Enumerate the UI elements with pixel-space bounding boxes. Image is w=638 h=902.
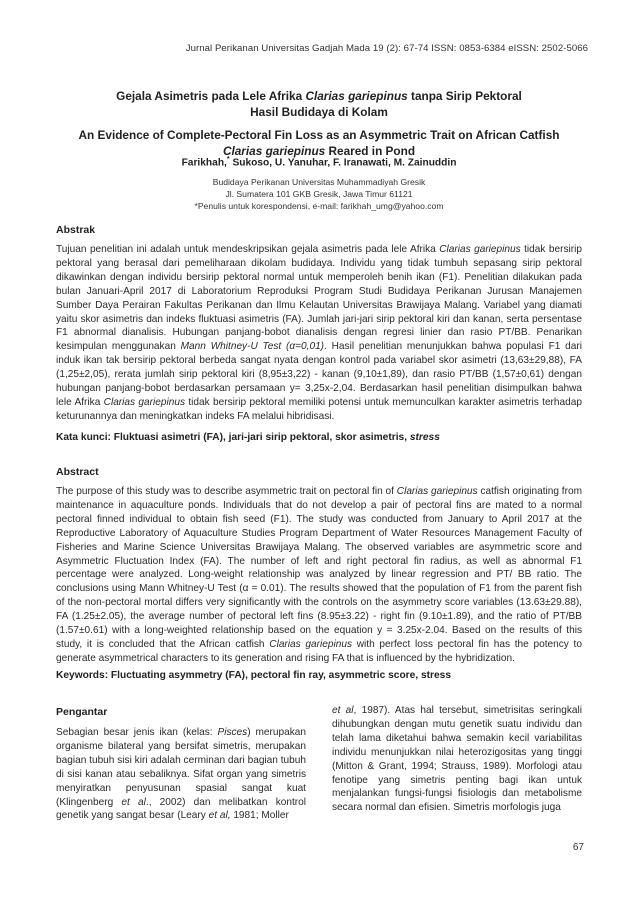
pengantar-l2: ) merupakan organisme bilateral yang bersifat simetris, merupakan bagian tubuh sisi kiri adalah cerminan dari bagian tubuh di sisi kanan atau sebaliknya. Sifat organ yang simetris menyiratkan penyusunan spasial sangat kuat (Klingenberg <box>56 727 306 808</box>
page-number: 67 <box>572 842 584 853</box>
pengantar-etal-2: et al, <box>208 810 231 822</box>
abstrak-text <box>56 243 582 424</box>
abstract-heading: Abstract <box>56 466 99 478</box>
title-id-species: Clarias gariepinus <box>305 89 408 103</box>
abstrak-test: Mann Whitney-U Test (α=0,01) <box>180 341 325 353</box>
abstrak-p4: tidak bersirip pektoral memiliki potensi untuk memunculkan karakter asimetris terhadap keturunannya dan meningkatkan indeks FA melalui hibridisasi. <box>56 396 582 422</box>
abstrak-p1: Tujuan penelitian ini adalah untuk mendeskripsikan gejala asimetris pada lele Afrika <box>56 244 440 255</box>
abstrak-p3: . Hasil penelitian menunjukkan bahwa populasi F1 dari induk ikan tak bersirip pektoral berbeda sangat nyata dengan kontrol pada variabel skor asimetri (13,63±29,88), FA (1,25±2,05), rerata jumlah sirip pektoral kiri (8,95±3,22) - kanan (9,10±1,89), dan rasio PT/BB (1,57±0,61) dengan hubungan panjang-bobot berdasarkan persamaan y= 3,25x-2,04. Berdasarkan hasil penelitian disimpulkan bahwa lele Afrika <box>56 341 582 408</box>
authors <box>56 156 582 168</box>
abstrak-heading: Abstrak <box>56 224 96 236</box>
abstract-text <box>56 485 582 666</box>
abstract-species-1: Clarias gariepinus <box>396 486 478 497</box>
author-first: Farikhah, <box>181 157 227 169</box>
abstrak-p2: tidak bersirip pektoral yang berasal dari pemeliharaan dikolam budidaya. Individu yang tidak tumbuh sepasang sirip pektoral dikawinkan dengan individu bersirip pektoral normal untuk memperoleh benih ikan (F1). Penelitian dilakukan pada bulan Januari-April 2017 di Laboratorium Reproduksi Program Studi Budidaya Perikanan Jurusan Manajemen Sumber Daya Perairan Fakultas Perikanan dan Ilmu Kelautan Universitas Brawijaya Malang. Variabel yang diamati yaitu skor asimetris dan indeks fluktuasi asimetris (FA). Jumlah jari-jari sirip pektoral kiri dan kanan, serta persentase F1 abnormal dianalisis. Hubungan panjang-bobot dianalisis dengan regresi linier dan rasio PT/BB. Penarikan kesimpulan menggunakan <box>56 244 582 353</box>
abstract-species-2: Clarias gariepinus <box>269 638 352 650</box>
abstrak-species-1: Clarias gariepinus <box>439 244 521 255</box>
keywords: Keywords: Fluctuating asymmetry (FA), pectoral fin ray, asymmetric score, stress <box>56 670 451 681</box>
pengantar-l1: Sebagian besar jenis ikan (kelas: <box>56 727 218 738</box>
pengantar-left-column <box>56 726 306 823</box>
title-id-part1: Gejala Asimetris pada Lele Afrika <box>116 89 306 103</box>
kata-kunci-main: Kata kunci: Fluktuasi asimetri (FA), jari-jari sirip pektoral, skor asimetris, <box>56 432 410 443</box>
pengantar-l4: 1981; Moller <box>230 810 289 822</box>
author-rest: Sukoso, U. Yanuhar, F. Iranawati, M. Zainuddin <box>229 157 457 169</box>
abstrak-species-2: Clarias gariepinus <box>103 396 185 408</box>
affiliation-line1: Budidaya Perikanan Universitas Muhammadiyah Gresik <box>212 177 426 187</box>
affiliation-email: *Penulis untuk korespondensi, e-mail: farikhah_umg@yahoo.com <box>194 201 444 211</box>
pengantar-etal-r: et al <box>332 705 354 716</box>
abstract-p3: with perfect loss pectoral fin has the potency to generate asymmetrical characters to its generation and rising FA that is influenced by the hybridization. <box>56 638 582 664</box>
pengantar-etal-1: et al <box>121 796 146 808</box>
title-en-line1: An Evidence of Complete-Pectoral Fin Loss as an Asymmetric Trait on African Catfish <box>78 128 560 142</box>
corresponding-mark: * <box>226 156 230 163</box>
pengantar-r2: , 1987). Atas hal tersebut, simetrisitas seringkali dihubungkan dengan mutu genetik suatu individu dan telah lama diketahui bahwa semakin kecil variabilitas individu menunjukkan nilai heterozigositas yang tinggi (Mitton & Grant, 1994; Strauss, 1989). Morfologi atau fenotipe yang simetris penting bagi ikan untuk menjalankan fungsi-fungsi fisiologis dan metabolisme secara normal dan efisien. Simetris morfologis juga <box>332 705 582 814</box>
title-id-line2: Hasil Budidaya di Kolam <box>250 105 388 119</box>
title-indonesian <box>56 88 582 120</box>
journal-header: Jurnal Perikanan Universitas Gadjah Mada 19 (2): 67-74 ISSN: 0853-6384 eISSN: 2502-5066 <box>185 43 588 54</box>
pengantar-heading: Pengantar <box>56 706 108 718</box>
pengantar-pisces: Pisces <box>217 727 248 738</box>
title-en-species: Clarias gariepinus <box>222 144 326 158</box>
affiliation-line2: Jl. Sumatera 101 GKB Gresik, Jawa Timur 61121 <box>225 189 413 199</box>
kata-kunci <box>56 432 582 443</box>
pengantar-l3: ., 2002) dan melibatkan kontrol genetik yang sangat besar (Leary <box>56 796 306 822</box>
pengantar-right-column <box>332 704 582 815</box>
abstract-p1: The purpose of this study was to describe asymmetric trait on pectoral fin of <box>56 486 397 497</box>
title-english <box>56 127 582 159</box>
title-id-part2: tanpa Sirip Pektoral <box>407 89 522 103</box>
title-en-part2: Reared in Pond <box>325 144 416 158</box>
kata-kunci-stress: stress <box>409 432 440 443</box>
abstract-p2: catfish originating from maintenance in aquaculture ponds. Individuals that do not develop a pair of pectoral fins are mated to a normal pectoral finned individual to obtain fish seed (F1). The study was conducted from January to April 2017 at the Reproductive Laboratory of Aquaculture Studies Program Department of Water Resources Management Faculty of Fisheries and Marine Science Universitas Brawijaya Malang. The observed variables are asymmetric score and Asymmetric Fluctuation Index (FA). The number of left and right pectoral fin radius, as well as abnormal F1 percentage were analyzed. Long-weight relationship was analyzed by linear regression and PT/ BB ratio. The conclusions using Mann Whitney-U Test (α = 0.01). The results showed that the population of F1 from the parent fish of the non-pectoral mortal differs very significantly with the controls on the asymmetry score variables (13.63±29.88), FA (1.25±2.05), the average number of pectoral left fins (8.95±3.22) - right fin (9.10±1.89), and the ratio of PT/BB (1.57±0.61) with a long-weighted relationship based on the equation y = 3.25x-2.04. Based on the results of this study, it is concluded that the African catfish <box>56 486 582 650</box>
